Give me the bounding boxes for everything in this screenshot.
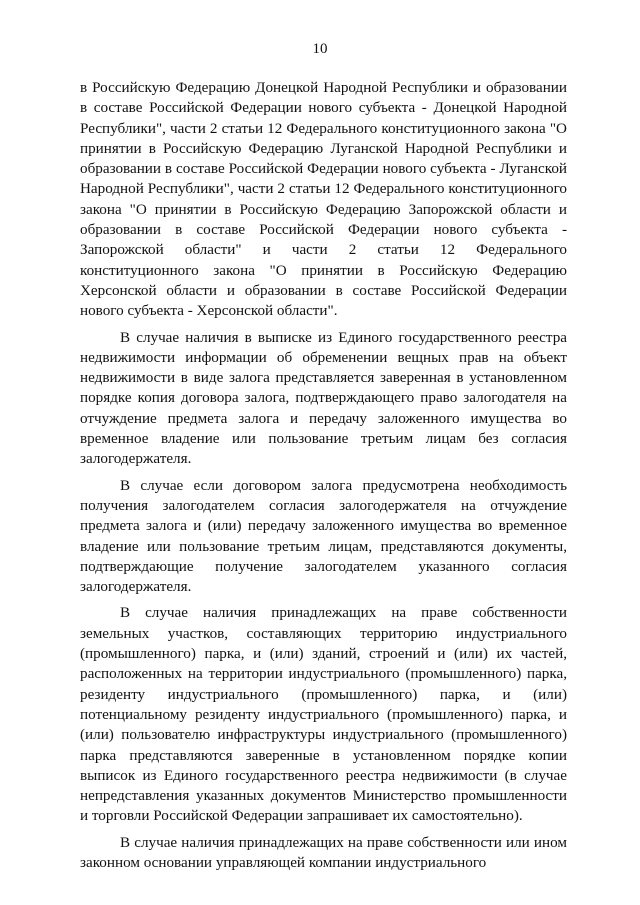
paragraph-pledge-encumbrance: В случае наличия в выписке из Единого государственного реестра недвижимости информации об обременении вещных прав на объект недвижимости в виде залога представляется заверенная в установленном порядке копия договора залога, подтверждающего право залогодателя на отчуждение предмета залога и передачу заложенного имущества во временное владение или пользование третьим лицам без согласия залогодержателя. bbox=[80, 328, 567, 468]
paragraph-law-references: в Российскую Федерацию Донецкой Народной Республики и образовании в составе Российской Федерации нового субъекта - Донецкой Народной Республики", части 2 статьи 12 Федерального конституционного закона "О принятии в Российскую Федерацию Луганской Народной Республики и образовании в составе Российской Федерации нового субъекта - Луганской Народной Республики", части 2 статьи 12 Федерального конституционного закона "О принятии в Российскую Федерацию Запорожской области и образовании в составе Российской Федерации нового субъекта - Запорожской области" и части 2 статьи 12 Федерального конституционного закона "О принятии в Российскую Федерацию Херсонской области и образовании в составе Российской Федерации нового субъекта - Херсонской области". bbox=[80, 79, 567, 320]
document-body bbox=[80, 78, 567, 879]
paragraph-industrial-park-property: В случае наличия принадлежащих на праве собственности земельных участков, составляющих территорию индустриального (промышленного) парка, и (или) зданий, строений и (или) их частей, расположенных на территории индустриального (промышленного) парка, резиденту индустриального (промышленного) парка, и (или) потенциальному резиденту индустриального (промышленного) парка, и (или) пользователю инфраструктуры индустриального (промышленного) парка представляются заверенные в установленном порядке копии выписок из Единого государственного реестра недвижимости (в случае непредставления указанных документов Министерство промышленности и торговли Российской Федерации запрашивает их самостоятельно). bbox=[80, 604, 567, 825]
paragraph-management-company: В случае наличия принадлежащих на праве собственности или ином законном основании управляющей компании индустриального bbox=[80, 833, 567, 871]
paragraph-pledgee-consent: В случае если договором залога предусмотрена необходимость получения залогодателем согласия залогодержателя на отчуждение предмета залога и (или) передачу заложенного имущества во временное владение или пользование третьим лицам, представляются документы, подтверждающие получение залогодателем указанного согласия залогодержателя. bbox=[80, 476, 567, 596]
page-number: 10 bbox=[312, 41, 328, 57]
